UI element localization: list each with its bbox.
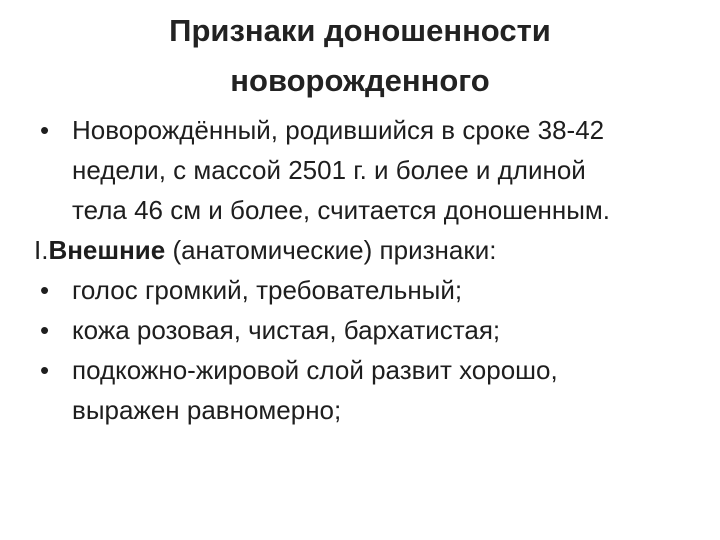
section-rest: (анатомические) признаки: — [165, 235, 497, 265]
slide-body — [34, 110, 694, 430]
list-item-line: выражен равномерно; — [72, 395, 342, 425]
section-prefix: I. — [34, 235, 49, 265]
intro-line-2: недели, с массой 2501 г. и более и длиной — [72, 155, 586, 185]
intro-bullet — [34, 110, 694, 230]
list-item-line: кожа розовая, чистая, бархатистая; — [72, 315, 501, 345]
list-item-line: подкожно-жировой слой развит хорошо, — [72, 355, 558, 385]
list-item — [34, 310, 694, 350]
slide-title — [60, 6, 660, 106]
bullet-marker: • — [40, 275, 50, 305]
bullet-marker: • — [40, 115, 50, 145]
intro-line-1: Новорождённый, родившийся в сроке 38-42 — [72, 115, 605, 145]
title-line-2: новорожденного — [230, 63, 490, 98]
list-item — [34, 270, 694, 310]
section-bold: Внешние — [48, 235, 166, 265]
intro-line-3: тела 46 см и более, считается доношенным. — [72, 195, 611, 225]
bullet-marker: • — [40, 355, 50, 385]
list-item-line: голос громкий, требовательный; — [72, 275, 463, 305]
bullet-marker: • — [40, 315, 50, 345]
list-item — [34, 350, 694, 430]
section-heading — [34, 230, 694, 270]
title-line-1: Признаки доношенности — [169, 13, 551, 48]
